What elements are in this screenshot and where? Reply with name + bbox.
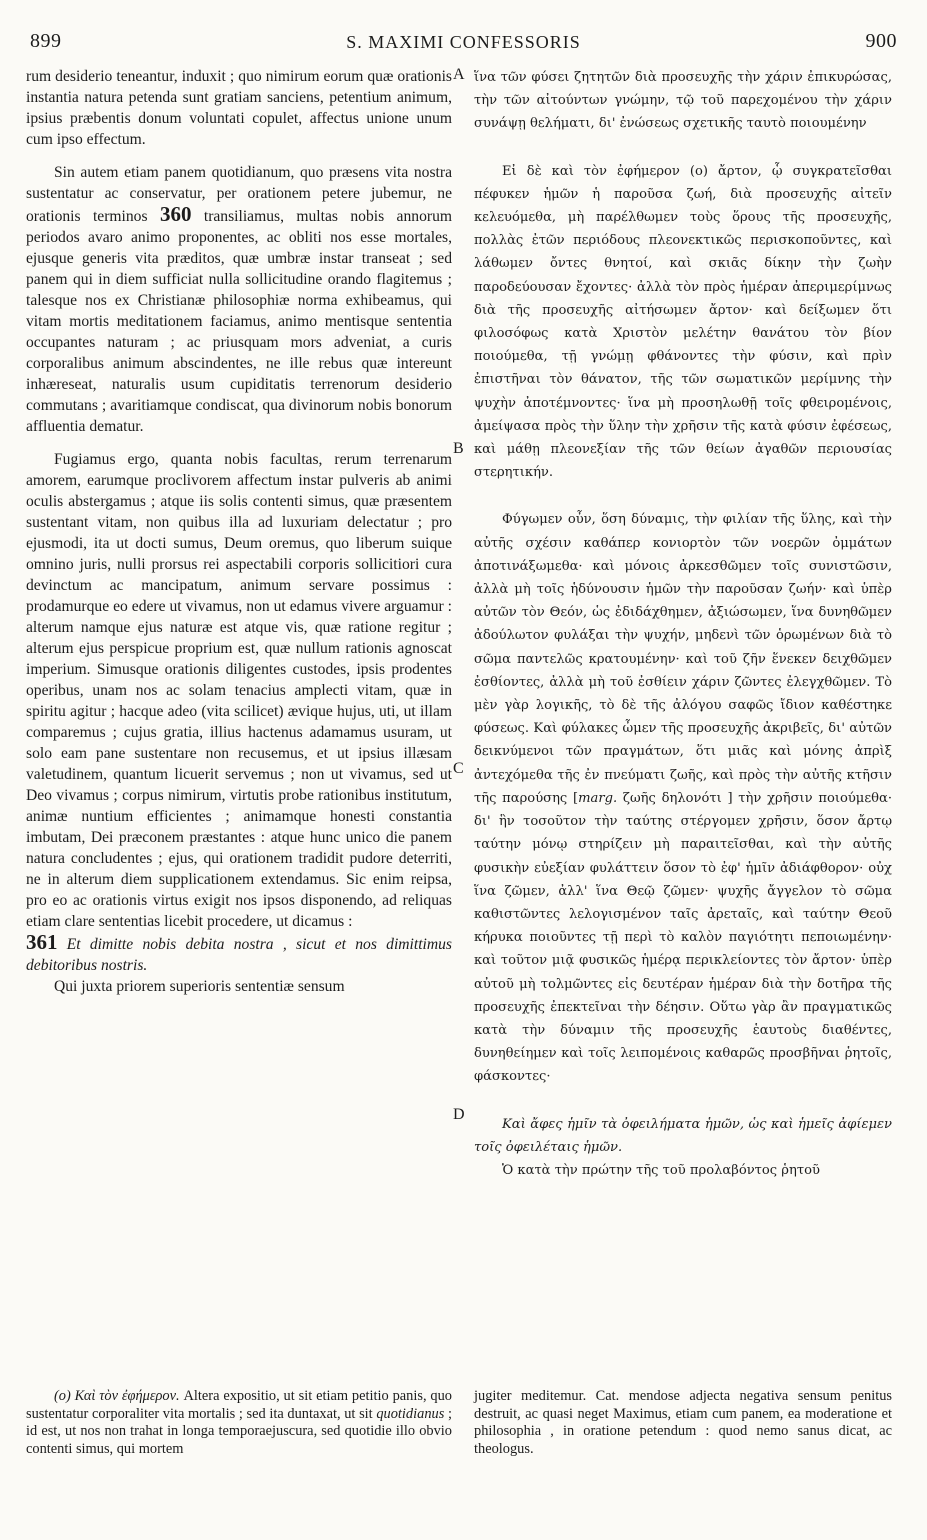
greek-scripture-quote: Καὶ ἄφες ἡμῖν τὰ ὀφειλήματα ἡμῶν, ὡς καὶ ἡμεῖς ἀφίεμεν τοῖς ὀφειλέταις ἡμῶν. bbox=[474, 1116, 892, 1155]
greek-paragraph-5: Ὁ κατὰ τὴν πρώτην τῆς τοῦ προλαβόντος ῥητοῦ bbox=[502, 1162, 820, 1178]
footnote-left-body: Altera expositio, ut sit etiam petitio panis, quo sustentatur corporaliter vita mortalis ; sed ita duntaxat, ut sit bbox=[26, 1388, 453, 1422]
greek-paragraph-3-cont: ζωῆς δηλονότι ] τὴν χρῆσιν ποιούμεθα· δι' ἣν τοσοῦτον τὴν ταύτης στέργομεν χρῆσιν, ὅσον ἄρτῳ ταύτην μόνῳ στηρίζειν μὴ παραιτεῖσθαι, καὶ τὴν αὐτῆς φυσικὴν εὐεξίαν φυλάττειν ὅσον τὸ ἐφ' ἡμῖν ἀδιάφθορον· οὐχ ἵνα ζῶμεν, ἀλλ' ἵνα Θεῷ ζῶμεν· ψυχῆς ἄγγελον τὸ σῶμα καθιστῶντες λελογισμένον ταῖς ἀρεταῖς, καὶ ταύτην Θεοῦ κήρυκα ποιοῦντες τῇ περὶ τὸ καλὸν παγιότητι πεποιωμένην· καὶ τοῦτον μιᾷ φυσικῶς ἡμέρᾳ περικλείοντες τὸν ἄρτον· ὑπὲρ αὐτοῦ μὴ τολμῶντες εἰς δευτέραν ἡμέραν διὰ τὴν δοτῆρα τῆς προσευχῆς ἐπεκτεῖναι τὴν δέησιν. Οὕτω γὰρ ἂν πραγματικῶς κατὰ τὴν δύναμιν τῆς προσευχῆς ἑαυτοὺς διαθέντες, δυνηθείημεν καὶ τοῖς λειπομένοις καθαρῶς προσβῆναι ῥητοῖς, φάσκοντες· bbox=[474, 790, 892, 1085]
footnote-right bbox=[474, 1388, 892, 1459]
footnote-left-text bbox=[26, 1388, 452, 1459]
latin-paragraph-2 bbox=[26, 162, 452, 437]
latin-scripture-quote: Et dimitte nobis debita nostra , sicut et nos dimittimus debitoribus nostris. bbox=[26, 936, 452, 974]
greek-column bbox=[474, 66, 892, 1182]
latin-paragraph-2-rest: transiliamus, multas nobis annorum periodos avaro animo proponentes, ac obliti nos esse mortales, ejusque generis vita præditos, quæ umbræ instar transeat ; sed panem qui in diem sufficiat nulla sollicitudine orando flagitemus ; talesque nos ex Christianæ philosophiæ norma exhibeamus, qui vitam mortis meditationem faciamus, animo mentisque sententia occupantes naturam ; ac priusquam mors adveniat, a curis corporalibus animum abscindentes, ne ille rebus quæ intereunt inhæreseat, naturalis usum cupiditatis terrenorum desiderio commutans ; avaritiamque condiscat, qua divinorum nobis bonorum affluentia dematur. bbox=[26, 208, 452, 435]
page-header bbox=[30, 30, 897, 60]
greek-paragraph-3 bbox=[474, 508, 892, 1088]
margin-letter-a: A bbox=[453, 66, 465, 83]
running-title: S. MAXIMI CONFESSORIS bbox=[346, 32, 581, 52]
latin-paragraph-2-start: Sin autem etiam panem quotidianum, quo præsens vita nostra sustentatur ac conservatur, per orationem petere jubemur, ne orationis terminos bbox=[26, 164, 452, 225]
column-marker-361: 361 bbox=[26, 930, 58, 954]
latin-paragraph-1: rum desiderio teneantur, induxit ; quo nimirum eorum quæ orationis instantia natura petenda sunt gratiam sanciens, petentium animum, ipsius præbentis donum voluntati copulet, affectus unione unum cum ipso effectum. bbox=[26, 68, 452, 148]
footnote-left bbox=[26, 1388, 452, 1459]
footnote-lemma: (o) Καὶ τὸν ἐφήμερον. bbox=[54, 1388, 180, 1404]
footnote-right-text: jugiter meditemur. Cat. mendose adjecta negativa sensum penitus destruit, ac quasi neget Maximus, etiam cum panem, ea moderatione et philosophia , in oratione petendum : quod nemo sanus dicat, ac theologus. bbox=[474, 1388, 892, 1458]
margin-letter-c: C bbox=[453, 760, 464, 777]
latin-paragraph-3: Fugiamus ergo, quanta nobis facultas, rerum terrenarum amorem, earumque proclivorem affectum instar pulveris ab animi oculis abstergamus ; atque iis solis contenti simus, quæ præsentem sustentant vitam, non quibus illa ad luxuriam delectatur ; pro ejusmodi, ita ut docti sumus, Deum oremus, quo liberum suique omnino juris, nulli prorsus rei aspectabili corporis sollicitiori cura devinctum ac mancipatum, animum servare possimus : prodamurque eo edere ut vivamus, non ut edamus vivere arguamur : alterum namque ejus naturæ est atque vis, quæ ratione regitur ; alterum ejus perspicue proprium est, quæ nullum rationis agnoscat imperium. Simusque orationis diligentes custodes, ipsis prodentes operibus, unam nos ac solam tenacius amplecti vitam, quæ in spiritu agitur ; hacque adeo (vita scilicet) ævique hujus, uti, ut illam comparemus ; cujus gratia, illius hactenus adamamus usuram, ut solo eam pane sustentare non recusemus, et ut ipsius illæsam valetudinem, quantum licuerit servemus ; non ut vivamus, sed ut Deo vivamus ; corpus nimirum, virtutis probe rationibus institutum, animæ nuntium efficientes ; animamque honesti constantia imbutam, Dei præconem præstantes : atque hunc unico die panem natura concludentes ; ejus, qui orationem tradidit pudore deterriti, ne in alterum diem supplicationem extendamus. Sic enim reipsa, pro eo ac orationis virtus exigit nos ipsos disponendo, ad reliquas etiam clare sententias licebit procedere, ut dicamus : bbox=[26, 451, 452, 930]
margin-letter-b: B bbox=[453, 440, 464, 457]
page-number-left: 899 bbox=[30, 30, 62, 52]
margin-letter-d: D bbox=[453, 1106, 465, 1123]
footnote-left-italic-word: quotidianus bbox=[376, 1405, 445, 1422]
column-marker-360: 360 bbox=[159, 202, 192, 226]
page-number-right: 900 bbox=[865, 30, 897, 52]
greek-margin-note-label: marg. bbox=[578, 790, 618, 806]
latin-paragraph-5: Qui juxta priorem superioris sententiæ sensum bbox=[54, 978, 345, 995]
greek-paragraph-2: Εἰ δὲ καὶ τὸν ἐφήμερον (ο) ἄρτον, ᾧ συγκρατεῖσθαι πέφυκεν ἡμῶν ἡ παροῦσα ζωή, διὰ προσευχῆς αἰτεῖν κελευόμεθα, μὴ παρέλθωμεν τοὺς ὅρους τῆς προσευχῆς, πολλὰς ἐτῶν περιόδους πλεονεκτικῶς περισκοποῦντες, καὶ λάθωμεν ὄντες θνητοί, καὶ σκιᾶς δίκην τὴν ζωὴν παροδεύουσαν ἔχοντες· ἀλλὰ τὸν πρὸς ἡμέραν ἀπεριμερίμνως διὰ τῆς προσευχῆς αἰτήσωμεν ἄρτον· καὶ δείξωμεν ὅτι φιλοσόφως κατὰ Χριστὸν μελέτην θανάτου τὸν βίον ποιούμεθα, τῇ γνώμῃ φθάνοντες τὴν φύσιν, καὶ πρὶν ἐπιστῆναι τὸν θάνατον, τῆς τῶν σωματικῶν μερίμνης τὴν ψυχὴν ἀποτέμνοντες· ἵνα μὴ προσηλωθῇ τοῖς φθειρομένοις, ἀμείψασα πρὸς τὴν ὕλην τὴν χρῆσιν τῆς κατὰ φύσιν ἐφέσεως, καὶ μάθῃ πλεονεξίαν τῆς τῶν θείων ἀγαθῶν περιουσίας στερητικήν. bbox=[474, 163, 892, 481]
footnote-left-end: ; id est, ut nos non trahat in longa temporaejuscura, sed quotidie illo obvio contenti simus, qui mortem bbox=[26, 1405, 452, 1458]
latin-paragraph-4 bbox=[26, 932, 452, 976]
greek-paragraph-1: ἵνα τῶν φύσει ζητητῶν διὰ προσευχῆς τὴν χάριν ἐπικυρώσας, τὴν τῶν αἰτούντων γνώμην, τῷ τοῦ παρεχομένου τὴν χάριν συνάψῃ θελήματι, δι' ἐνώσεως σχετικῆς ταυτὸ ποιουμένην bbox=[474, 70, 892, 132]
latin-column bbox=[26, 66, 452, 997]
greek-paragraph-3-main: Φύγωμεν οὖν, ὅση δύναμις, τὴν φιλίαν τῆς ὕλης, καὶ τὴν αὐτῆς σχέσιν καθάπερ κονιορτὸν τῶν νοερῶν ὀμμάτων ἀποτινάξωμεθα· καὶ μόνοις ἀρκεσθῶμεν τοῖς συνιστῶσιν, ἀλλὰ μὴ τοῖς ἡδύνουσιν ἡμῶν τὴν παροῦσαν ζωήν· καὶ ὑπὲρ αὐτῶν τὸν Θεόν, ὡς ἐδιδάχθημεν, ἀξιώσωμεν, ἵνα δυνηθῶμεν ἀδούλωτον φυλάξαι τὴν ψυχήν, μηδενὶ τῶν ὁρωμένων διὰ τὸ σῶμα παντελῶς κρατουμένην· καὶ τοῦ ζῆν ἕνεκεν δειχθῶμεν ἐσθίοντες, ἀλλὰ μὴ τοῦ ἐσθίειν χάριν ζῶντες ἐλεγχθῶμεν. Τὸ μὲν γὰρ λογικῆς, τὸ δὲ τῆς ἀλόγου σαφῶς ἴδιον καθέστηκε φύσεως. Καὶ φύλακες ὦμεν τῆς προσευχῆς ἀκριβεῖς, δι' αὐτῶν δεικνύμενοι τῶν πραγμάτων, ὅτι μιᾶς καὶ μόνης ἀπρὶξ ἀντεχόμεθα τῆς ἐν πνεύματι ζωῆς, καὶ πρὸς τὴν αὐτῆς κτῆσιν τῆς παρούσης [ bbox=[474, 512, 892, 806]
